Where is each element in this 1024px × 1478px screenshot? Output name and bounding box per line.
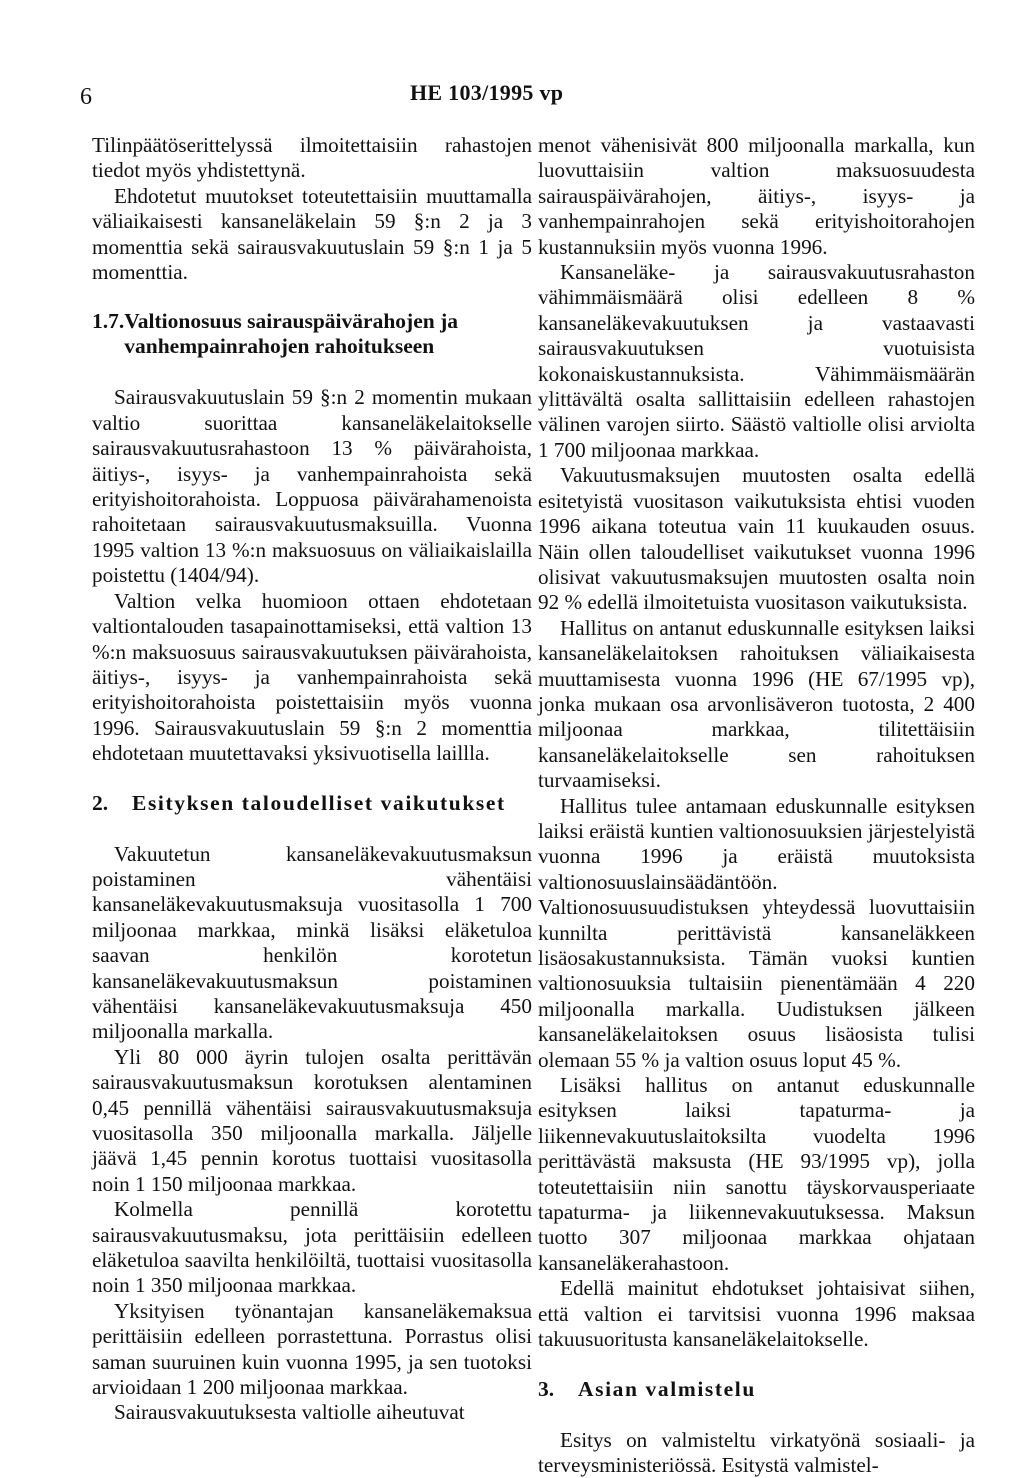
paragraph: Sairausvakuutuslain 59 §:n 2 momentin mukaan valtio suorittaa kansaneläkelaitokselle sairausvakuutusrahastoon 13 % päivärahoista, äitiys-, isyys- ja vanhempainrahoista sekä erityishoitorahoista. Loppuosa päivärahamenoista rahoitetaan sairausvakuutusmaksuilla. Vuonna 1995 valtion 13 %:n maksuosuus on väliaikaislailla poistettu (1404/94). [92,385,532,588]
paragraph: menot vähenisivät 800 miljoonalla markalla, kun luovuttaisiin valtion maksuosuudesta sairauspäivärahojen, äitiys-, isyys- ja vanhempainrahojen sekä erityishoitorahojen kustannuksiin myös vuonna 1996. [538,133,975,259]
section-heading-2 [92,791,532,816]
paragraph: Kansaneläke- ja sairausvakuutusrahaston vähimmäismäärä olisi edelleen 8 % kansaneläkevakuutuksen ja vastaavasti sairausvakuutuksen vuotuisista kokonaiskustannuksista. Vähimmäismäärän ylittävältä osalta sallittaisiin edelleen rahastojen välinen varojen siirto. Säästö valtiolle olisi arviolta 1 700 miljoonaa markkaa. [538,260,975,462]
paragraph: Tilinpäätöserittelyssä ilmoitettaisiin rahastojen tiedot myös yhdistettynä. [92,133,532,183]
paragraph: Esitys on valmisteltu virkatyönä sosiaali- ja terveysministeriössä. Esitystä valmistel- [538,1427,975,1477]
paragraph: Hallitus tulee antamaan eduskunnalle esityksen laiksi eräistä kuntien valtionosuuksien järjestelyistä vuonna 1996 ja eräistä muutoksista valtionosuuslainsäädäntöön. Valtionosuusuudistuksen yhteydessä luovuttaisiin kunnilta perittävistä kansaneläkkeen lisäosakustannuksista. Tämän vuoksi kuntien valtionosuuksia tultaisiin pienentämään 4 220 miljoonalla markalla. Uudistuksen jälkeen kansaneläkelaitoksen osuus lisäosista tulisi olemaan 55 % ja valtion osuus loput 45 %. [538,793,975,1072]
section-title: Esityksen taloudelliset vaikutukset [132,790,506,815]
left-column [92,133,532,1426]
section-number: 1.7. [92,309,125,334]
section-number: 3. [538,1376,555,1401]
paragraph: Edellä mainitut ehdotukset johtaisivat siihen, että valtion ei tarvitsisi vuonna 1996 maksaa takuusuoritusta kansaneläkelaitokselle. [538,1276,975,1352]
section-number: 2. [92,790,109,815]
paragraph: Vakuutusmaksujen muutosten osalta edellä esitetyistä vuositason vaikutuksista ehtisi vuoden 1996 aikana toteutua vain 11 kuukauden osuus. Näin ollen taloudelliset vaikutukset vuonna 1996 olisivat vakuutusmaksujen muutosten osalta noin 92 % edellä ilmoitetuista vuositason vaikutuksista. [538,463,975,615]
paragraph: Kolmella pennillä korotettu sairausvakuutusmaksu, jota perittäisiin edelleen eläketuloa saavilta henkilöiltä, tuottaisi vuositasolla noin 1 350 miljoonaa markkaa. [92,1197,532,1298]
paragraph: Yksityisen työnantajan kansaneläkemaksua perittäisiin edelleen porrastettuna. Porrastus olisi saman suuruinen kuin vuonna 1995, ja sen tuotoksi arvioidaan 1 200 miljoonaa markkaa. [92,1298,532,1400]
page-number: 6 [80,84,92,110]
paragraph: Hallitus on antanut eduskunnalle esityksen laiksi kansaneläkelaitoksen rahoituksen väliaikaisesta muuttamisesta vuonna 1996 (HE 67/1995 vp), jonka mukaan osa arvonlisäveron tuotosta, 2 400 miljoonaa markkaa, tilitettäisiin kansaneläkelaitokselle sen rahoituksen turvaamiseksi. [538,615,975,793]
section-title: Valtionosuus sairauspäivärahojen ja vanhempainrahojen rahoitukseen [124,309,458,359]
section-heading-1-7 [92,309,532,359]
paragraph: Lisäksi hallitus on antanut eduskunnalle esityksen laiksi tapaturma- ja liikennevakuutuslaitoksilta vuodelta 1996 perittävästä maksusta (HE 93/1995 vp), jolla toteutettaisiin niin sanottu täyskorvausperiaate tapaturma- ja liikennevakuutuksessa. Maksun tuotto 307 miljoonaa markkaa ohjataan kansaneläkerahastoon. [538,1073,975,1275]
section-title: Asian valmistelu [578,1376,756,1401]
paragraph: Ehdotetut muutokset toteutettaisiin muuttamalla väliaikaisesti kansaneläkelain 59 §:n 2 ja 3 momenttia sekä sairausvakuutuslain 59 §:n 1 ja 5 momenttia. [92,183,532,285]
section-heading-3 [538,1377,975,1402]
paragraph: Vakuutetun kansaneläkevakuutusmaksun poistaminen vähentäisi kansaneläkevakuutusmaksuja vuositasolla 1 700 miljoonaa markkaa, minkä lisäksi eläketuloa saavan henkilön korotetun kansaneläkevakuutusmaksun poistaminen vähentäisi kansaneläkevakuutusmaksuja 450 miljoonalla markalla. [92,841,532,1044]
running-head: HE 103/1995 vp [410,80,564,105]
paragraph: Yli 80 000 äyrin tulojen osalta perittävän sairausvakuutusmaksun korotuksen alentaminen 0,45 pennillä vähentäisi sairausvakuutusmaksuja vuositasolla 350 miljoonalla markalla. Jäljelle jäävä 1,45 pennin korotus tuottaisi vuositasolla noin 1 150 miljoonaa markkaa. [92,1044,532,1196]
paragraph: Valtion velka huomioon ottaen ehdotetaan valtiontalouden tasapainottamiseksi, että valtion 13 %:n maksuosuus sairausvakuutuksen päivärahoista, äitiys-, isyys- ja vanhempainrahoista sekä erityishoitorahoista poistettaisiin myös vuonna 1996. Sairausvakuutuslain 59 §:n 2 momenttia ehdotetaan muutettavaksi yksivuotisella laillla. [92,588,532,766]
paragraph: Sairausvakuutuksesta valtiolle aiheutuvat [114,1400,465,1425]
right-column [538,133,975,1478]
